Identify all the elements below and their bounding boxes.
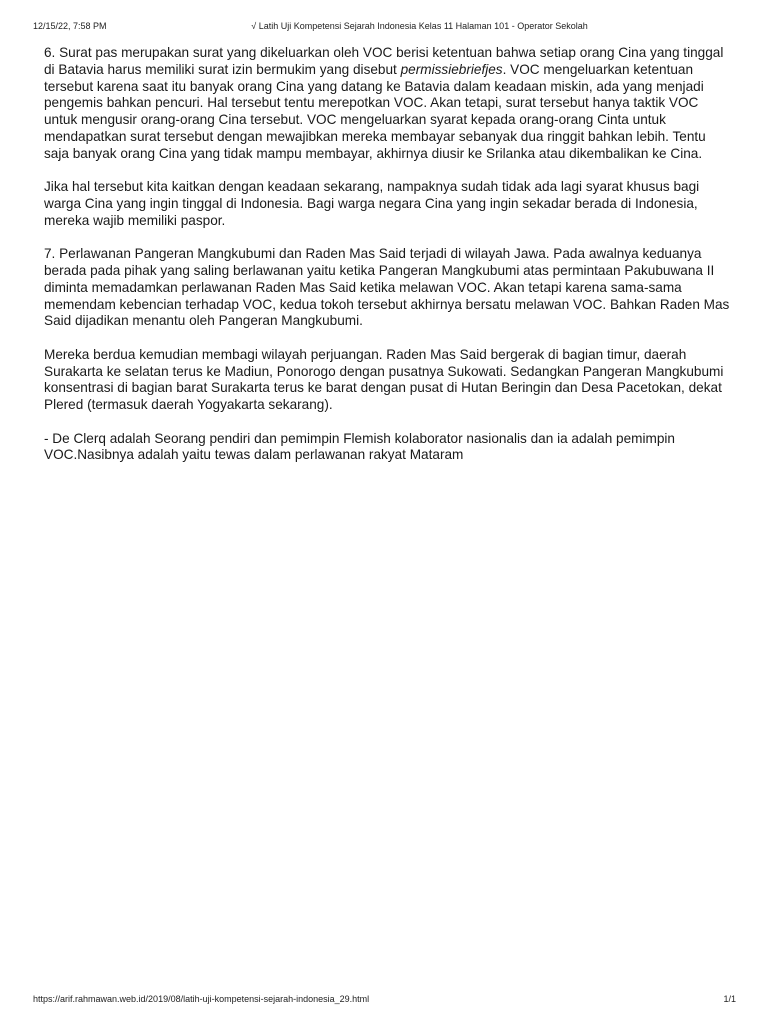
article-body <box>44 45 734 481</box>
source-url: https://arif.rahmawan.web.id/2019/08/latih-uji-kompetensi-sejarah-indonesia_29.html <box>33 994 370 1004</box>
paragraph-de-clerq: - De Clerq adalah Seorang pendiri dan pemimpin Flemish kolaborator nasionalis dan ia adalah pemimpin VOC.Nasibnya adalah yaitu tewas dalam perlawanan rakyat Mataram <box>44 430 675 463</box>
italic-term: permissiebriefjes <box>400 61 503 77</box>
paragraph-present-day-relation: Jika hal tersebut kita kaitkan dengan keadaan sekarang, nampaknya sudah tidak ada lagi syarat khusus bagi warga Cina yang ingin tinggal di Indonesia. Bagi warga negara Cina yang ingin sekadar berada di Indonesia, mereka wajib memiliki paspor. <box>44 179 700 228</box>
page-number: 1/1 <box>723 994 736 1004</box>
print-datetime: 12/15/22, 7:58 PM <box>33 21 107 31</box>
page-title: √ Latih Uji Kompetensi Sejarah Indonesia Kelas 11 Halaman 101 - Operator Sekolah <box>251 21 588 31</box>
print-header <box>33 19 736 33</box>
paragraph-answer-6 <box>44 45 734 163</box>
paragraph-territory-division: Mereka berdua kemudian membagi wilayah perjuangan. Raden Mas Said bergerak di bagian timur, daerah Surakarta ke selatan terus ke Madiun, Ponorogo dengan pusatnya Sukowati. Sedangkan Pangeran Mangkubumi konsentrasi di bagian barat Surakarta terus ke barat dengan pusat di Hutan Beringin dan Desa Pacetokan, dekat Plered (termasuk daerah Yogyakarta sekarang). <box>44 346 724 413</box>
paragraph-answer-7: 7. Perlawanan Pangeran Mangkubumi dan Raden Mas Said terjadi di wilayah Jawa. Pada awalnya keduanya berada pada pihak yang saling berlawanan yaitu ketika Pangeran Mangkubumi atas permintaan Pakubuwana II diminta memadamkan perlawanan Raden Mas Said ketika melawan VOC. Akan tetapi karena sama-sama memendam kebencian terhadap VOC, kedua tokoh tersebut akhirnya bersatu melawan VOC. Bahkan Raden Mas Said dijadikan menantu oleh Pangeran Mangkubumi. <box>44 246 730 329</box>
paragraph-answer-6-text-end: . VOC mengeluarkan ketentuan tersebut karena saat itu banyak orang Cina yang datang ke Batavia dalam keadaan miskin, ada yang menjadi pengemis bahkan pencuri. Hal tersebut tentu merepotkan VOC. Akan tetapi, surat tersebut hanya taktik VOC untuk mengusir orang-orang Cina tersebut. VOC mengeluarkan syarat kepada orang-orang Cinta untuk mendapatkan surat tersebut dengan mewajibkan mereka membayar sebanyak dua ringgit bahkan lebih. Tentu saja banyak orang Cina yang tidak mampu membayar, akhirnya diusir ke Srilanka atau dikembalikan ke Cina. <box>44 61 706 161</box>
paragraph-answer-6-text-start: 6. Surat pas merupakan surat yang dikeluarkan oleh VOC berisi ketentuan bahwa setiap orang Cina yang tinggal di Batavia harus memiliki surat izin bermukim yang disebut <box>44 45 724 77</box>
print-footer <box>33 992 736 1006</box>
